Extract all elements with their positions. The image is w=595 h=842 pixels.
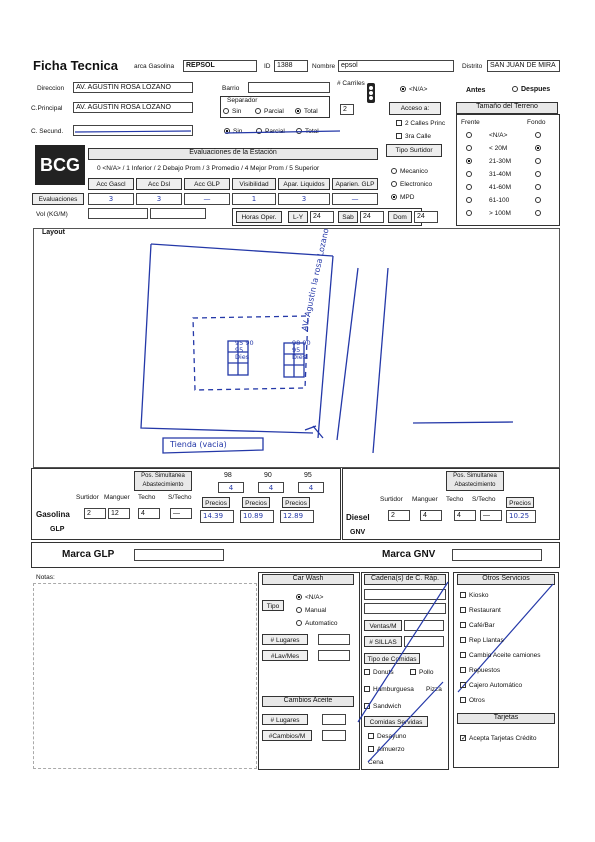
acceso-button[interactable]: Acceso a: <box>389 102 441 115</box>
dsl-value-2[interactable]: 4 <box>454 510 476 521</box>
evaluaciones-scale: 0 <N/A> / 1 Inferior / 2 Debajo Prom / 3 Promedio / 4 Mejor Prom / 5 Superior <box>97 165 320 172</box>
dsl-value-1[interactable]: 4 <box>420 510 442 521</box>
carriles-label: # Carriles <box>337 80 365 87</box>
checkbox-icon <box>460 682 466 688</box>
traffic-light-icon <box>365 82 377 104</box>
frente-label: Frente <box>461 119 480 126</box>
gasolina-field[interactable]: REPSOL <box>183 60 257 72</box>
gas-precios-label-0: Precios <box>202 497 230 508</box>
dom-field[interactable]: 24 <box>414 211 438 223</box>
separador-group <box>220 96 330 118</box>
gas-precios-label-1: Precios <box>242 497 270 508</box>
surtidor-electronico[interactable] <box>391 181 432 188</box>
servicios-title: Otros Servicios <box>457 574 555 585</box>
sab-field[interactable]: 24 <box>360 211 384 223</box>
checkbox-icon <box>460 697 466 703</box>
gas-col-2: Techo <box>138 494 156 501</box>
surtidor-mpd-label: MPD <box>400 194 415 201</box>
eval-button-2[interactable]: Acc GLP <box>184 178 230 190</box>
servicio-1[interactable] <box>460 607 501 614</box>
ly-field[interactable]: 24 <box>310 211 334 223</box>
gnv-row-label: GNV <box>350 529 366 536</box>
radio-icon <box>535 171 541 177</box>
id-label: ID <box>264 63 271 70</box>
timing-despues-label: Despues <box>521 86 551 93</box>
checkbox-icon <box>460 622 466 628</box>
comida-pollo-label: Pollo <box>419 669 434 676</box>
checkbox-icon <box>460 667 466 673</box>
eval-value-3[interactable]: 1 <box>232 193 276 205</box>
servida-desayuno-label: Desayuno <box>377 733 407 740</box>
vol-field-1[interactable] <box>88 208 148 219</box>
terreno-option-label: <N/A> <box>489 132 508 139</box>
radio-selected-icon <box>535 145 541 151</box>
terreno-option-label: 41-60M <box>489 184 512 191</box>
dsl-value-3[interactable]: — <box>480 510 502 521</box>
horas-label: Horas Oper. <box>236 211 282 223</box>
tienda-label: Tienda (vacia) <box>170 440 227 449</box>
gas-value-3[interactable]: — <box>170 508 192 519</box>
csecund-scribble <box>73 127 193 135</box>
nombre-field[interactable]: epsol <box>338 60 454 72</box>
radio-selected-icon <box>400 86 406 92</box>
radio-icon <box>255 108 261 114</box>
sillas-label: # SILLAS <box>364 636 402 647</box>
sab-label: Sab <box>338 211 358 223</box>
radio-icon <box>466 132 472 138</box>
radio-icon <box>466 184 472 190</box>
barrio-label: Barrio <box>222 85 240 92</box>
comida-pizza-label: Pizza <box>426 686 442 693</box>
barrio-field[interactable] <box>248 82 330 93</box>
eval-button-4[interactable]: Apar. Liquidos <box>278 178 330 190</box>
checkbox-icon <box>460 652 466 658</box>
radio-icon <box>391 181 397 187</box>
sep-total[interactable] <box>295 108 318 115</box>
servicio-4[interactable] <box>460 652 541 659</box>
surtidor-mecanico[interactable] <box>391 168 428 175</box>
servida-cena-label: Cena <box>368 759 384 766</box>
checkbox-icon <box>460 592 466 598</box>
carwash-lugares-label: # Lugares <box>262 634 308 645</box>
strike-scribbles <box>258 572 560 770</box>
terreno-frente-5[interactable] <box>466 197 509 204</box>
servicio-5[interactable] <box>460 667 500 674</box>
surtidor-mecanico-label: Mecanico <box>400 168 428 175</box>
radio-icon <box>512 86 518 92</box>
gas-value-0[interactable]: 2 <box>84 508 106 519</box>
carwash-lavmes-label: #Lav/Mes <box>262 650 308 661</box>
gas-precio-0[interactable]: 14.39 <box>200 510 234 523</box>
evaluaciones-row-label: Evaluaciones <box>32 193 84 205</box>
terreno-option-label: < 20M <box>489 145 508 152</box>
dsl-col-2: Techo <box>446 496 464 503</box>
gas-octane-count-1[interactable]: 4 <box>258 482 284 493</box>
eval-value-0[interactable]: 3 <box>88 193 134 205</box>
cadenas-title: Cadena(s) de C. Ráp. <box>364 574 446 585</box>
gas-precio-2[interactable]: 12.89 <box>280 510 314 523</box>
eval-button-1[interactable]: Acc Dsl <box>136 178 182 190</box>
radio-icon <box>223 108 229 114</box>
eval-button-0[interactable]: Acc Gascl <box>88 178 134 190</box>
dsl-col-3: S/Techo <box>472 496 496 503</box>
sep-sin[interactable] <box>223 108 241 115</box>
gas-precios-label-2: Precios <box>282 497 310 508</box>
radio-selected-icon <box>295 108 301 114</box>
bcg-logo: BCG <box>35 145 85 185</box>
terreno-fondo-2[interactable] <box>535 158 544 165</box>
servicio-label: Cajero Automático <box>469 682 523 689</box>
gas-octane-1: 90 <box>264 472 272 479</box>
carwash-tipo-label: Tipo <box>262 600 284 611</box>
terreno-frente-1[interactable] <box>466 145 507 152</box>
terreno-fondo-4[interactable] <box>535 184 544 191</box>
tarjetas-title: Tarjetas <box>457 713 555 724</box>
servicio-label: Café/Bar <box>469 622 495 629</box>
sep2-parcial-label: Parcial <box>265 128 285 135</box>
acceso-2calles-label: 2 Calles Princ <box>405 120 446 127</box>
gas-col-0: Surtidor <box>76 494 99 501</box>
eval-value-4[interactable]: 3 <box>278 193 330 205</box>
radio-icon <box>466 197 472 203</box>
cambios-title: Cambios Aceite <box>262 696 354 707</box>
gas-value-2[interactable]: 4 <box>138 508 160 519</box>
timing-antes[interactable]: Antes <box>466 87 486 94</box>
sep-parcial-label: Parcial <box>264 108 284 115</box>
gas-precio-1[interactable]: 10.89 <box>240 510 274 523</box>
ly-label: L-Y <box>288 211 308 223</box>
sep2-sin-label: Sin <box>233 128 243 135</box>
page-title: Ficha Tecnica <box>33 58 119 73</box>
gasolina-row-label: Gasolina <box>36 510 70 519</box>
surtidor-mpd[interactable] <box>391 194 414 201</box>
servicio-label: Cambio Aceite camiones <box>469 652 541 659</box>
timing-despues[interactable] <box>512 86 550 93</box>
sep-parcial[interactable] <box>255 108 284 115</box>
terreno-fondo-1[interactable] <box>535 145 544 152</box>
terreno-frente-0[interactable] <box>466 132 507 139</box>
eval-button-5[interactable]: Aparien. GLP <box>332 178 378 190</box>
gas-octane-count-0[interactable]: 4 <box>218 482 244 493</box>
radio-icon <box>466 210 472 216</box>
servicio-label: Repuestos <box>469 667 501 674</box>
marca-gnv-field[interactable] <box>452 549 542 561</box>
vol-label: Vol (KG/M) <box>36 211 68 218</box>
direccion-label: Direccion <box>37 85 65 92</box>
terreno-fondo-0[interactable] <box>535 132 544 139</box>
dsl-pos-simul: Pos. Simultanea Abastecimiento <box>446 471 504 491</box>
comida-hamburguesa-label: Hamburguesa <box>373 686 414 693</box>
carriles-field[interactable]: 2 <box>340 104 354 115</box>
gas-col-1: Manguer <box>104 494 130 501</box>
checkbox-icon <box>396 133 402 139</box>
cprincipal-field[interactable]: AV. AGUSTIN ROSA LOZANO <box>73 102 193 113</box>
terreno-title: Tamaño del Terreno <box>456 102 558 114</box>
terreno-frente-4[interactable] <box>466 184 511 191</box>
checkbox-icon <box>460 607 466 613</box>
terreno-option-label: 61-100 <box>489 197 510 204</box>
marca-glp-label: Marca GLP <box>62 549 115 560</box>
separador-label: Separador <box>227 97 258 104</box>
nombre-label: Nombre <box>312 63 336 70</box>
terreno-option-label: 21-30M <box>489 158 512 165</box>
marca-glp-field[interactable] <box>134 549 224 561</box>
terreno-frente-6[interactable] <box>466 210 511 217</box>
radio-icon <box>535 197 541 203</box>
dsl-col-1: Manguer <box>412 496 438 503</box>
gas-col-3: S/Techo <box>168 494 192 501</box>
gasolina-label: arca Gasolina <box>134 63 175 70</box>
island-2-label: 98 90 95 Diesl <box>292 339 311 361</box>
terreno-frente-3[interactable] <box>466 171 511 178</box>
carwash-manual-label: Manual <box>305 607 327 614</box>
cambios-lugares-label: # Lugares <box>262 714 308 725</box>
checkbox-icon <box>396 120 402 126</box>
acceso-3ra[interactable] <box>396 133 431 140</box>
dsl-precios-label: Precios <box>506 497 534 508</box>
servida-almuerzo-label: Almuerzo <box>377 746 405 753</box>
gas-octane-0: 98 <box>224 472 232 479</box>
servicio-7[interactable] <box>460 697 485 704</box>
layout-title: Layout <box>42 229 65 236</box>
gas-pos-simul: Pos. Simultanea Abastecimiento <box>134 471 192 491</box>
fondo-label: Fondo <box>527 119 546 126</box>
marca-gnv-label: Marca GNV <box>382 549 436 560</box>
tipo-surtidor-button[interactable]: Tipo Surtidor <box>386 144 442 157</box>
terreno-option-label: > 100M <box>489 210 511 217</box>
acceso-2calles[interactable] <box>396 120 445 127</box>
gas-octane-2: 95 <box>304 472 312 479</box>
vol-field-2[interactable] <box>150 208 206 219</box>
tarjetas-credito-label: Acepta Tarjetas Crédito <box>469 735 537 742</box>
sep-sin-label: Sin <box>232 108 242 115</box>
terreno-option-label: 31-40M <box>489 171 512 178</box>
radio-icon <box>535 132 541 138</box>
notas-label: Notas: <box>36 574 55 581</box>
servicio-label: Kiosko <box>469 592 489 599</box>
terreno-frente-2[interactable] <box>466 158 511 165</box>
glp-row-label: GLP <box>50 526 65 533</box>
servicio-label: Restaurant <box>469 607 501 614</box>
cprincipal-label: C.Principal <box>31 105 63 112</box>
island-1-label: 95 90 95 Dies <box>235 339 254 361</box>
servicio-6[interactable] <box>460 682 522 689</box>
dsl-value-0[interactable]: 2 <box>388 510 410 521</box>
terreno-fondo-6[interactable] <box>535 210 544 217</box>
cambios-m-label: #Cambios/M <box>262 730 312 741</box>
gas-value-1[interactable]: 12 <box>108 508 130 519</box>
diesel-row-label: Diesel <box>346 513 370 522</box>
servicio-label: Otros <box>469 697 485 704</box>
acceso-3ra-label: 3ra Calle <box>405 133 432 140</box>
carwash-na-label: <N/A> <box>305 594 324 601</box>
csecund-strike-scribble <box>225 128 343 136</box>
radio-icon <box>466 171 472 177</box>
eval-button-3[interactable]: Visibilidad <box>232 178 276 190</box>
street-label: AV. Agustin la rosa Lozano <box>300 227 331 332</box>
csecund-label: C. Secund. <box>31 128 64 135</box>
timing-na[interactable] <box>400 86 427 93</box>
surtidor-electronico-label: Electronico <box>400 181 433 188</box>
radio-icon <box>535 184 541 190</box>
sep-total-label: Total <box>304 108 318 115</box>
tipo-comidas-label: Tipo de Comidas <box>364 653 420 664</box>
checkbox-icon <box>460 637 466 643</box>
distrito-label: Distrito <box>462 63 483 70</box>
ventas-label: Ventas/M <box>364 620 402 631</box>
carwash-title: Car Wash <box>262 574 354 585</box>
eval-value-5[interactable]: — <box>332 193 378 205</box>
eval-value-2[interactable]: — <box>184 193 230 205</box>
radio-selected-icon <box>391 194 397 200</box>
carwash-automatico-label: Automatico <box>305 620 338 627</box>
radio-selected-icon <box>466 158 472 164</box>
radio-icon <box>391 168 397 174</box>
gas-octane-count-2[interactable]: 4 <box>298 482 324 493</box>
terreno-fondo-3[interactable] <box>535 171 544 178</box>
servicio-label: Rep Llantas <box>469 637 504 644</box>
notas-area[interactable] <box>33 583 257 769</box>
id-field[interactable]: 1388 <box>274 60 308 72</box>
dom-label: Dom <box>388 211 412 223</box>
distrito-field[interactable]: SAN JUAN DE MIRA <box>487 60 560 72</box>
radio-icon <box>535 210 541 216</box>
evaluaciones-title: Evaluaciones de la Estación <box>88 148 378 160</box>
comida-donuts-label: Donuts <box>373 669 394 676</box>
servidas-title: Comidas Servidas <box>364 716 428 727</box>
terreno-fondo-5[interactable] <box>535 197 544 204</box>
servicio-3[interactable] <box>460 637 504 644</box>
servicio-2[interactable] <box>460 622 495 629</box>
comida-sandwich-label: Sandwich <box>373 703 402 710</box>
radio-icon <box>466 145 472 151</box>
dsl-col-0: Surtidor <box>380 496 403 503</box>
timing-na-label: <N/A> <box>409 86 428 93</box>
direccion-field[interactable]: AV. AGUSTIN ROSA LOZANO <box>73 82 193 93</box>
dsl-precio-field[interactable]: 10.25 <box>506 510 536 523</box>
radio-icon <box>535 158 541 164</box>
sep2-total-label: Total <box>305 128 319 135</box>
servicio-0[interactable] <box>460 592 489 599</box>
eval-value-1[interactable]: 3 <box>136 193 182 205</box>
